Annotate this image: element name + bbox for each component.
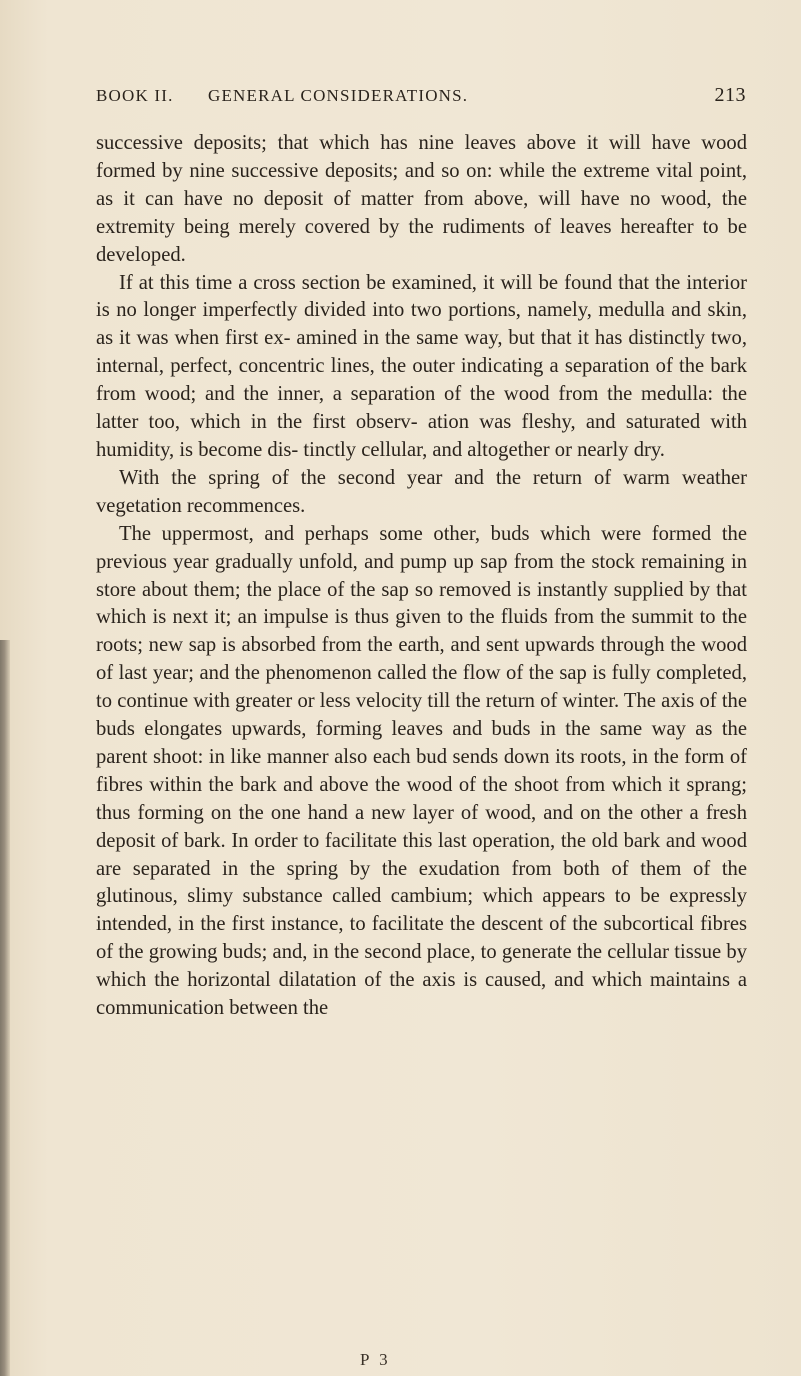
signature-mark: P 3 — [360, 1350, 391, 1369]
body-text — [96, 130, 747, 1023]
running-head — [96, 86, 746, 108]
paragraph-3: With the spring of the second year and the return of warm weather vegetation recommences. — [96, 466, 747, 517]
binding-gutter-shadow — [0, 640, 10, 1376]
page-number: 213 — [714, 84, 746, 106]
paragraph-2: If at this time a cross section be examined, it will be found that the interior is no longer imperfectly divided into two portions, namely, medulla and skin, as it was when first ex- amined in the same way, but that it has distinctly two, internal, perfect, concentric lines, the outer indicating a separation of the bark from wood; and the inner, a separation of the wood from the medulla: the latter too, which in the first observ- ation was fleshy, and saturated with humidity, is become dis- tinctly cellular, and altogether or nearly dry. — [96, 271, 747, 461]
paragraph-4: The uppermost, and perhaps some other, buds which were formed the previous year gradually unfold, and pump up sap from the stock remaining in store about them; the place of the sap so removed is instantly supplied by that which is next it; an impulse is thus given to the fluids from the summit to the roots; new sap is absorbed from the earth, and sent upwards through the wood of last year; and the phenomenon called the flow of the sap is fully completed, to continue with greater or less velocity till the return of winter. The axis of the buds elongates upwards, forming leaves and buds in the same way as the parent shoot: in like manner also each bud sends down its roots, in the form of fibres within the bark and above the wood of the shoot from which it sprang; thus forming on the one hand a new layer of wood, and on the other a fresh deposit of bark. In order to facilitate this last operation, the old bark and wood are separated in the spring by the exudation from both of them of the glutinous, slimy substance called cambium; which appears to be expressly intended, in the first instance, to facilitate the descent of the subcortical fibres of the growing buds; and, in the second place, to generate the cellular tissue by which the horizontal dilatation of the axis is caused, and which maintains a communication between the — [96, 522, 747, 1020]
section-title: GENERAL CONSIDERATIONS. — [208, 86, 469, 105]
paragraph-1: successive deposits; that which has nine leaves above it will have wood formed by nine successive deposits; and so on: while the extreme vital point, as it can have no deposit of matter from above, will have no wood, the extremity being merely covered by the rudiments of leaves hereafter to be developed. — [96, 132, 747, 266]
book-label: BOOK II. — [96, 86, 174, 105]
